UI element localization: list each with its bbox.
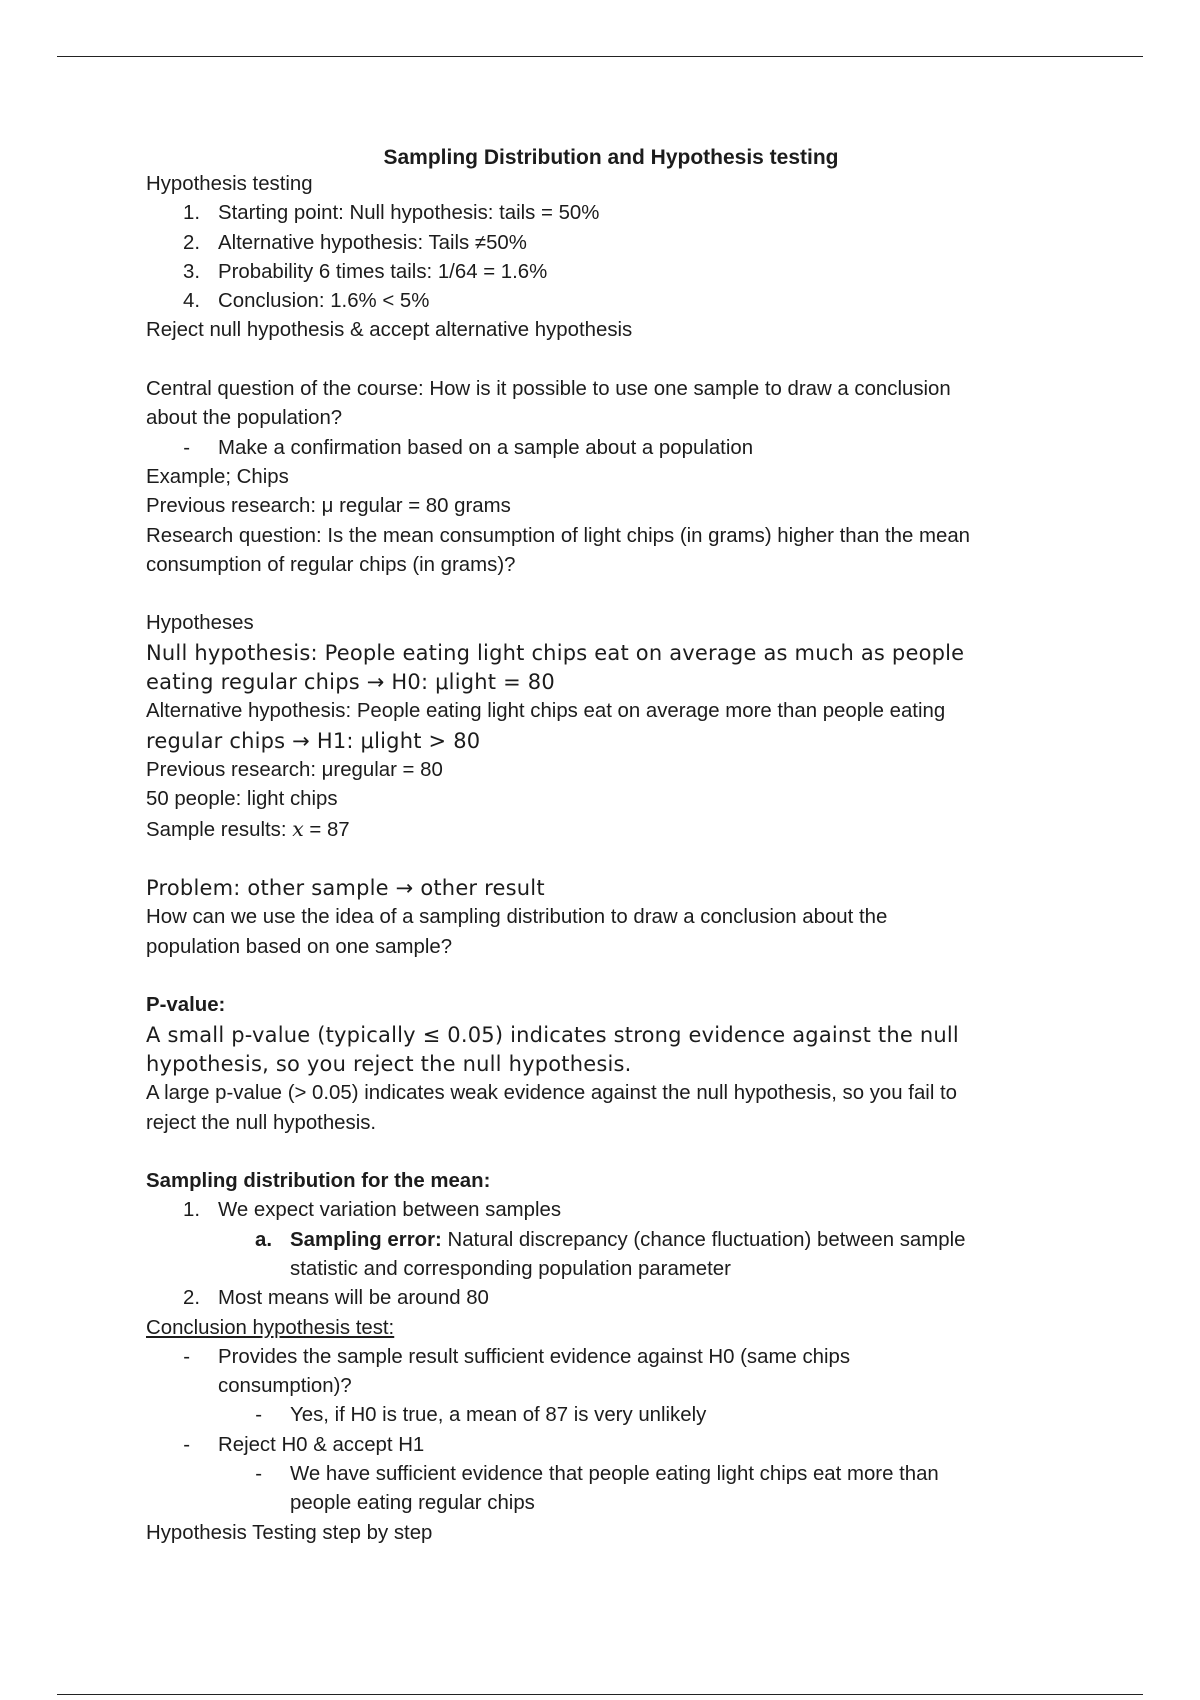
- sampling-error-definition: Natural discrepancy (chance fluctuation) between sample: [441, 1228, 966, 1251]
- bullet-mark: -: [255, 1404, 262, 1427]
- sample-size: 50 people: light chips: [146, 788, 338, 811]
- alt-hypothesis-line: regular chips → H1: μlight > 80: [146, 728, 481, 753]
- sub-bullet-item: [146, 1460, 1076, 1519]
- p-value-large-line: A large p-value (> 0.05) indicates weak evidence against the null hypothesis, so you fail to: [146, 1082, 958, 1105]
- list-item: [146, 1196, 1076, 1225]
- list-text: Probability 6 times tails: 1/64 = 1.6%: [218, 260, 548, 283]
- list-item: [146, 229, 1076, 258]
- sub-list-text: [290, 1226, 1076, 1285]
- list-text: Conclusion: 1.6% < 5%: [218, 290, 430, 313]
- bullet-text: [290, 1460, 1076, 1519]
- central-question-line: about the population?: [146, 407, 343, 430]
- list-number: 1.: [182, 1199, 200, 1222]
- null-hypothesis-line: Null hypothesis: People eating light chips eat on average as much as people: [146, 640, 965, 665]
- list-item: [146, 287, 1076, 316]
- bullet-item: [146, 434, 1076, 463]
- list-text: We expect variation between samples: [218, 1199, 562, 1222]
- section-heading-hypotheses: Hypotheses: [146, 612, 254, 635]
- bullet-mark: -: [183, 1433, 190, 1456]
- bullet-text-line: Provides the sample result sufficient evidence against H0 (same chips: [218, 1345, 851, 1368]
- sampling-error-term: Sampling error:: [290, 1228, 442, 1251]
- section-heading-p-value: P-value:: [146, 994, 226, 1017]
- sub-bullet-item: [146, 1401, 1076, 1430]
- research-question-line: Research question: Is the mean consumption of light chips (in grams) higher than the mean: [146, 524, 970, 547]
- list-text: Starting point: Null hypothesis: tails = 50%: [218, 202, 600, 225]
- list-number: 2.: [182, 231, 200, 254]
- bullet-item: [146, 1343, 1076, 1402]
- bullet-mark: -: [183, 1345, 190, 1368]
- sub-list-item: [146, 1226, 1076, 1285]
- top-rule: [57, 56, 1143, 57]
- bullet-text-line: people eating regular chips: [290, 1492, 535, 1515]
- spacer: [146, 962, 1076, 991]
- list-text: Most means will be around 80: [218, 1287, 489, 1310]
- central-question-line: Central question of the course: How is it possible to use one sample to draw a conclusion: [146, 378, 951, 401]
- p-value-small-line: hypothesis, so you reject the null hypothesis.: [146, 1051, 632, 1076]
- list-item: [146, 199, 1076, 228]
- sub-list-letter: a.: [254, 1228, 272, 1251]
- sampling-error-definition-cont: statistic and corresponding population parameter: [290, 1257, 731, 1280]
- previous-research: Previous research: μ regular = 80 grams: [146, 495, 511, 518]
- alt-hypothesis-line: Alternative hypothesis: People eating light chips eat on average more than people eating: [146, 700, 946, 723]
- list-text: Alternative hypothesis: Tails ≠50%: [218, 231, 527, 254]
- previous-research: Previous research: μregular = 80: [146, 758, 443, 781]
- sample-results-value: = 87: [303, 818, 350, 841]
- p-value-small-line: A small p-value (typically ≤ 0.05) indicates strong evidence against the null: [146, 1022, 959, 1047]
- list-number: 1.: [182, 202, 200, 225]
- section-heading-conclusion: Conclusion hypothesis test:: [146, 1316, 395, 1339]
- bullet-text-line: consumption)?: [218, 1375, 352, 1398]
- example-label: Example; Chips: [146, 465, 289, 488]
- sample-results-label: Sample results:: [146, 818, 293, 841]
- sample-mean-symbol: x: [292, 816, 304, 841]
- list-item: [146, 258, 1076, 287]
- bullet-mark: -: [183, 436, 190, 459]
- list-number: 2.: [182, 1287, 200, 1310]
- sample-results: [146, 815, 1076, 845]
- list-item: [146, 1284, 1076, 1313]
- spacer: [146, 580, 1076, 609]
- problem-text: Problem: other sample → other result: [146, 876, 545, 901]
- list-number: 4.: [182, 290, 200, 313]
- bullet-mark: -: [255, 1463, 262, 1486]
- bullet-text: Make a confirmation based on a sample about a population: [218, 436, 754, 459]
- null-hypothesis-line: eating regular chips → H0: μlight = 80: [146, 670, 555, 695]
- footer-heading: Hypothesis Testing step by step: [146, 1521, 433, 1544]
- section-heading-sampling-distribution: Sampling distribution for the mean:: [146, 1170, 491, 1193]
- question-line: How can we use the idea of a sampling distribution to draw a conclusion about the: [146, 906, 888, 929]
- research-question-line: consumption of regular chips (in grams)?: [146, 553, 516, 576]
- section-heading-hypothesis-testing: Hypothesis testing: [146, 173, 313, 195]
- page-title: Sampling Distribution and Hypothesis testing: [383, 146, 839, 169]
- bottom-rule: [57, 1694, 1143, 1695]
- conclusion-text: Reject null hypothesis & accept alternative hypothesis: [146, 319, 633, 342]
- bullet-item: [146, 1431, 1076, 1460]
- spacer: [146, 845, 1076, 874]
- bullet-text: Reject H0 & accept H1: [218, 1433, 425, 1456]
- spacer: [146, 1138, 1076, 1167]
- document-page: [146, 143, 1076, 1548]
- question-line: population based on one sample?: [146, 935, 453, 958]
- spacer: [146, 346, 1076, 375]
- p-value-large-line: reject the null hypothesis.: [146, 1111, 377, 1134]
- bullet-text: Yes, if H0 is true, a mean of 87 is very unlikely: [290, 1404, 707, 1427]
- bullet-text: [218, 1343, 1076, 1402]
- list-number: 3.: [182, 260, 200, 283]
- bullet-text-line: We have sufficient evidence that people eating light chips eat more than: [290, 1463, 939, 1486]
